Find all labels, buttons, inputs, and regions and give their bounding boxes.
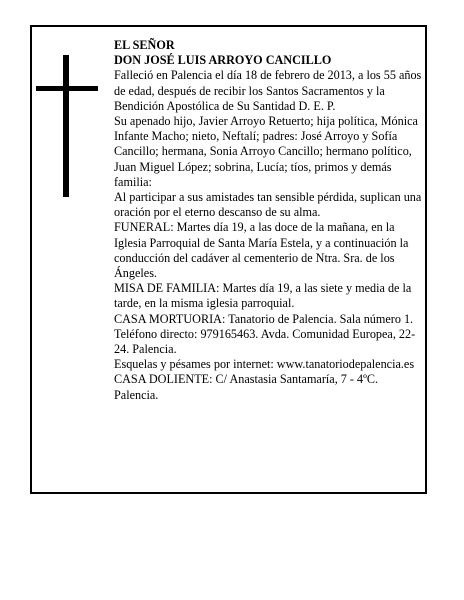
- death-announcement: Falleció en Palencia el día 18 de febrero de 2013, a los 55 años de edad, después de recibir los Santos Sacramentos y la Bendición Apostólica de Su Santidad D. E. P.: [114, 68, 422, 113]
- family-list: Su apenado hijo, Javier Arroyo Retuerto; hija política, Mónica Infante Macho; nieto, Neftalí; padres: José Arroyo y Sofía Cancillo; hermana, Sonia Arroyo Cancillo; hermano político, Juan Miguel López; sobrina, Lucía; tíos, primos y demás familia:: [114, 114, 418, 189]
- family-mass-info: MISA DE FAMILIA: Martes día 19, a las siete y media de la tarde, en la misma iglesia parroquial.: [114, 281, 412, 311]
- cross-vertical-bar: [63, 55, 69, 197]
- cross-icon: [36, 55, 98, 197]
- online-condolences: Esquelas y pésames por internet: www.tanatoriodepalencia.es: [114, 357, 415, 372]
- deceased-name: DON JOSÉ LUIS ARROYO CANCILLO: [114, 53, 332, 68]
- funeral-info: FUNERAL: Martes día 19, a las doce de la mañana, en la Iglesia Parroquial de Santa María Estela, y a continuación la conducción del cadáver al cementerio de Ntra. Sra. de los Ángeles.: [114, 220, 409, 281]
- prayer-request: Al participar a sus amistades tan sensible pérdida, suplican una oración por el eterno descanso de su alma.: [114, 190, 422, 220]
- family-home-address: CASA DOLIENTE: C/ Anastasia Santamaría, 7 - 4ºC. Palencia.: [114, 372, 379, 402]
- funeral-home-info: CASA MORTUORIA: Tanatorio de Palencia. Sala número 1. Teléfono directo: 979165463. Avda. Comunidad Europea, 22-24. Palencia.: [114, 311, 416, 357]
- notice-text: [114, 38, 422, 403]
- cross-horizontal-bar: [36, 86, 98, 91]
- notice-title-line1: EL SEÑOR: [114, 38, 175, 52]
